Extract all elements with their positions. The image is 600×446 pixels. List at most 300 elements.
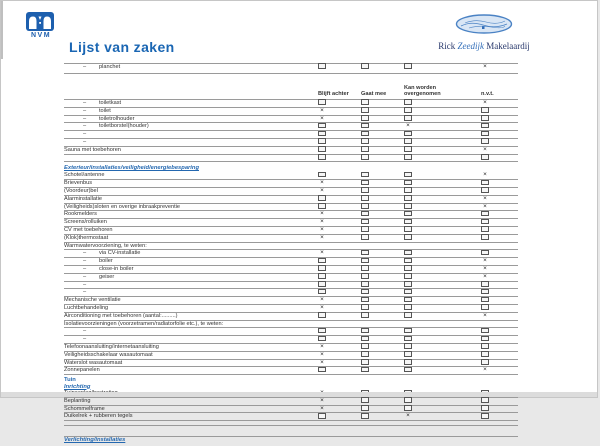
x-mark: ×	[483, 63, 487, 70]
checkbox	[477, 235, 493, 242]
checkbox-glyph	[481, 297, 489, 303]
checkbox	[477, 305, 493, 312]
checkbox	[477, 180, 493, 187]
checkbox	[357, 289, 373, 296]
row-label: Isolatievoorzieningen (voorzetramen/radiatorfolie etc.), te weten:	[64, 320, 224, 327]
checkbox	[477, 116, 493, 123]
checkbox-glyph	[361, 226, 369, 232]
checkbox	[400, 155, 416, 162]
row-label: – toiletkast	[99, 100, 122, 106]
table-row	[64, 155, 518, 163]
checkbox-glyph	[361, 107, 369, 113]
checkbox	[400, 147, 416, 154]
checkbox-glyph	[404, 312, 412, 318]
checkbox	[314, 64, 330, 71]
checkbox-glyph	[404, 289, 412, 295]
row-label: – toiletborstel(houder)	[99, 123, 149, 130]
checkbox-glyph	[404, 343, 412, 349]
table-row	[64, 406, 518, 414]
row-label: (Klok)thermostaat	[64, 234, 109, 241]
checkbox-glyph	[481, 405, 489, 411]
checkbox	[477, 139, 493, 146]
row-label: Rookmelders	[64, 211, 97, 218]
checkbox	[477, 227, 493, 234]
checkbox-glyph	[481, 289, 489, 295]
row-label: Luchtbehandeling	[64, 304, 109, 311]
brand-oval-icon	[455, 14, 513, 34]
checkbox	[400, 258, 416, 265]
table-row	[64, 274, 518, 282]
checkbox-glyph	[361, 343, 369, 349]
row-label: Mechanische ventilatie	[64, 297, 121, 304]
checkbox	[477, 352, 493, 359]
checkbox-glyph	[361, 234, 369, 240]
checkbox	[400, 305, 416, 312]
checkbox-glyph	[361, 304, 369, 310]
checkbox	[477, 360, 493, 367]
checkbox-glyph	[361, 367, 369, 373]
checkbox-glyph	[318, 99, 326, 105]
checkbox-glyph	[404, 328, 412, 334]
checkbox-glyph	[481, 304, 489, 310]
checkbox-glyph	[404, 195, 412, 201]
checkbox	[357, 282, 373, 289]
checkbox	[314, 282, 330, 289]
x-mark: ×	[320, 350, 324, 358]
checkbox-glyph	[361, 312, 369, 318]
checkbox-glyph	[318, 312, 326, 318]
nvm-logo-text: NVM	[30, 32, 52, 39]
checkbox	[357, 360, 373, 367]
checkbox	[400, 131, 416, 138]
row-label: Sauna met toebehoren	[64, 146, 121, 153]
checkbox	[400, 344, 416, 351]
checkbox	[400, 180, 416, 187]
x-mark: ×	[320, 404, 324, 412]
checkbox	[400, 235, 416, 242]
row-label: – geiser	[99, 273, 115, 280]
checkbox-glyph	[404, 63, 412, 69]
checkbox-glyph	[361, 195, 369, 201]
checkbox-glyph	[361, 397, 369, 403]
checkbox-glyph	[404, 359, 412, 365]
x-mark: ×	[483, 145, 487, 153]
table-row	[64, 305, 518, 313]
checkbox-glyph	[318, 281, 326, 287]
checkbox	[314, 336, 330, 343]
checkbox	[357, 155, 373, 162]
table-row	[64, 116, 518, 124]
checkbox-glyph	[404, 180, 412, 186]
table-row	[64, 321, 518, 329]
checkbox-glyph	[404, 405, 412, 411]
table-row	[64, 258, 518, 266]
checkbox-glyph	[318, 273, 326, 279]
checkbox	[314, 413, 330, 420]
table-row	[64, 266, 518, 274]
checkbox	[400, 367, 416, 374]
nvm-logo	[26, 12, 56, 40]
x-mark: ×	[320, 396, 324, 404]
checkbox-glyph	[361, 359, 369, 365]
checkbox	[314, 204, 330, 211]
checkbox-glyph	[404, 304, 412, 310]
checkbox	[314, 147, 330, 154]
checkbox	[357, 313, 373, 320]
checkbox	[400, 204, 416, 211]
brand-name	[416, 41, 552, 51]
checkbox	[477, 289, 493, 296]
table-row	[64, 63, 518, 74]
checkbox-glyph	[361, 351, 369, 357]
checkbox-glyph	[361, 265, 369, 271]
checkbox-glyph	[481, 359, 489, 365]
checkbox	[357, 398, 373, 405]
checkbox-glyph	[481, 107, 489, 113]
checkbox-glyph	[481, 397, 489, 403]
checkbox	[357, 64, 373, 71]
scan-edge-bottom	[1, 392, 597, 397]
x-mark: ×	[320, 358, 324, 366]
checkbox-glyph	[318, 289, 326, 295]
checkbox	[477, 123, 493, 130]
x-mark: ×	[320, 218, 324, 226]
row-label: – via CV-installatie	[99, 250, 141, 257]
checkbox	[400, 266, 416, 273]
checkbox	[357, 305, 373, 312]
section-title: Verlichting/installaties	[64, 437, 126, 444]
row-label: Schommelframe	[64, 405, 105, 412]
table-row	[64, 289, 518, 297]
table-row	[64, 204, 518, 212]
row-label: Brievenbus	[64, 180, 92, 187]
checkbox	[400, 108, 416, 115]
table-row	[64, 227, 518, 235]
checkbox-glyph	[361, 273, 369, 279]
brand-first-name: Rick	[438, 41, 456, 51]
table-row	[64, 313, 518, 321]
table-row	[64, 147, 518, 155]
checkbox-glyph	[361, 131, 369, 137]
checkbox	[357, 147, 373, 154]
checkbox	[400, 398, 416, 405]
table-row	[64, 188, 518, 196]
checkbox-glyph	[404, 250, 412, 256]
checkbox-glyph	[404, 203, 412, 209]
checkbox	[477, 413, 493, 420]
brand-last-name: Makelaardij	[486, 41, 530, 51]
checkbox-glyph	[404, 397, 412, 403]
checkbox	[477, 188, 493, 195]
row-label: – toiletrolhouder	[99, 115, 135, 122]
checkbox-glyph	[404, 265, 412, 271]
checkbox-glyph	[318, 413, 326, 419]
checkbox-glyph	[361, 203, 369, 209]
checkbox	[400, 219, 416, 226]
checkbox-glyph	[361, 250, 369, 256]
row-label: Veiligheidsschakelaar wasautomaat	[64, 351, 153, 358]
checkbox-glyph	[361, 211, 369, 217]
row-label: – planchet	[99, 64, 121, 70]
checkbox	[357, 336, 373, 343]
row-label: Schotel/antenne	[64, 172, 105, 179]
table-row	[64, 139, 518, 147]
checkbox-glyph	[481, 123, 489, 129]
table-row	[64, 172, 518, 180]
checkbox	[400, 274, 416, 281]
checkbox	[400, 64, 416, 71]
section-header	[64, 428, 518, 444]
checkbox	[477, 406, 493, 413]
checkbox	[400, 100, 416, 107]
checkbox	[314, 139, 330, 146]
row-label: (Veiligheids)sloten en overige inbraakpreventie	[64, 203, 180, 210]
checkbox	[357, 211, 373, 218]
checkbox-glyph	[481, 211, 489, 217]
checkbox-glyph	[481, 343, 489, 349]
table-row	[64, 243, 518, 251]
table-row	[64, 360, 518, 368]
row-label: (Voordeur)bel	[64, 187, 98, 194]
x-mark: ×	[483, 171, 487, 179]
checkbox-glyph	[481, 351, 489, 357]
checkbox	[357, 131, 373, 138]
checkbox	[357, 227, 373, 234]
checkbox	[400, 139, 416, 146]
checkbox-glyph	[404, 172, 412, 178]
page-title: Lijst van zaken	[69, 39, 175, 55]
checkbox	[400, 297, 416, 304]
checkbox	[477, 108, 493, 115]
x-mark: ×	[320, 342, 324, 350]
checkbox-glyph	[481, 219, 489, 225]
checkbox-glyph	[361, 99, 369, 105]
checkbox-glyph	[361, 146, 369, 152]
checkbox-glyph	[404, 367, 412, 373]
section-header: Exterieur/installaties/veiligheid/energiebesparing	[64, 165, 199, 172]
column-header: Blijft achter	[318, 91, 349, 98]
checkbox-glyph	[481, 187, 489, 193]
checkbox-glyph	[361, 405, 369, 411]
section-subtitle: Inrichting	[64, 383, 91, 390]
x-mark: ×	[320, 296, 324, 304]
checkbox-glyph	[361, 138, 369, 144]
brand-middle-name: Zeedijk	[457, 41, 484, 51]
x-mark: ×	[320, 179, 324, 187]
x-mark: ×	[483, 272, 487, 280]
checkbox-glyph	[318, 195, 326, 201]
column-header: n.v.t.	[481, 91, 494, 98]
checkbox-glyph	[361, 180, 369, 186]
checkbox	[400, 282, 416, 289]
checkbox	[357, 328, 373, 335]
checkbox	[314, 258, 330, 265]
checkbox	[314, 155, 330, 162]
checkbox	[400, 196, 416, 203]
x-mark: ×	[483, 257, 487, 265]
checkbox	[477, 131, 493, 138]
checkbox	[477, 282, 493, 289]
x-mark: ×	[320, 225, 324, 233]
checkbox-glyph	[361, 154, 369, 160]
checkbox-glyph	[361, 297, 369, 303]
checkbox	[477, 219, 493, 226]
section-header	[64, 377, 518, 390]
checkbox-glyph	[404, 234, 412, 240]
checkbox	[314, 266, 330, 273]
row-label: – close-in boiler	[99, 265, 134, 272]
checkbox-glyph	[361, 219, 369, 225]
checkbox-glyph	[404, 351, 412, 357]
checkbox-glyph	[404, 107, 412, 113]
checkbox-glyph	[361, 289, 369, 295]
row-label: – boiler	[99, 258, 113, 265]
checkbox	[357, 406, 373, 413]
table-row	[64, 196, 518, 204]
checkbox-glyph	[404, 258, 412, 264]
checkbox-glyph	[404, 131, 412, 137]
table-row	[64, 100, 518, 108]
checkbox-glyph	[361, 336, 369, 342]
table-row	[64, 367, 518, 375]
x-mark: ×	[406, 412, 410, 420]
checkbox	[400, 211, 416, 218]
checkbox	[400, 336, 416, 343]
checkbox	[400, 313, 416, 320]
x-mark: ×	[320, 186, 324, 194]
checkbox-glyph	[481, 115, 489, 121]
checkbox	[357, 139, 373, 146]
checkbox-glyph	[404, 99, 412, 105]
checkbox-glyph	[481, 413, 489, 419]
checkbox-glyph	[318, 63, 326, 69]
checkbox	[357, 344, 373, 351]
table-row	[64, 297, 518, 305]
checkbox	[357, 258, 373, 265]
checkbox-glyph	[318, 336, 326, 342]
table-row	[64, 413, 518, 421]
table-row	[64, 328, 518, 336]
checkbox	[357, 266, 373, 273]
checkbox	[357, 274, 373, 281]
row-label: Zonnepanelen	[64, 367, 100, 374]
checkbox-glyph	[318, 265, 326, 271]
checkbox	[357, 196, 373, 203]
checkbox-glyph	[318, 367, 326, 373]
checkbox	[314, 100, 330, 107]
checkbox	[357, 235, 373, 242]
checkbox-glyph	[361, 63, 369, 69]
checkbox	[357, 204, 373, 211]
x-mark: ×	[320, 106, 324, 114]
checkbox-glyph	[481, 131, 489, 137]
checkbox	[477, 297, 493, 304]
checkbox	[400, 172, 416, 179]
checkbox-glyph	[361, 123, 369, 129]
table-row	[64, 282, 518, 290]
checkbox-glyph	[404, 336, 412, 342]
checkbox	[314, 196, 330, 203]
checkbox	[314, 328, 330, 335]
checkbox	[400, 406, 416, 413]
checkbox	[477, 336, 493, 343]
checkbox-glyph	[404, 226, 412, 232]
checkbox	[400, 360, 416, 367]
scan-edge-artifact	[1, 1, 3, 59]
table-row	[64, 336, 518, 344]
column-header: Kan worden overgenomen	[404, 85, 441, 98]
table-row	[64, 352, 518, 360]
table-row	[64, 123, 518, 131]
checkbox	[357, 367, 373, 374]
checkbox	[400, 352, 416, 359]
checkbox	[357, 250, 373, 257]
checkbox-glyph	[318, 328, 326, 334]
row-label: Duikelrek + rubberen tegels	[64, 413, 133, 420]
x-mark: ×	[320, 303, 324, 311]
brand-logo	[416, 14, 552, 51]
checkbox	[400, 116, 416, 123]
row-label: Warmwatervoorziening, te weten:	[64, 242, 147, 249]
checkbox	[477, 250, 493, 257]
checkbox	[314, 123, 330, 130]
row-label: Airconditioning met toebehoren (aantal:.........)	[64, 312, 178, 319]
checkbox	[357, 116, 373, 123]
x-mark: ×	[483, 264, 487, 272]
x-mark: ×	[483, 99, 487, 106]
checkbox-glyph	[404, 211, 412, 217]
row-label: Telefoonaansluiting/internetaansluiting	[64, 343, 159, 350]
checkbox	[357, 108, 373, 115]
checkbox-glyph	[318, 131, 326, 137]
x-mark: ×	[483, 194, 487, 202]
column-header-row	[64, 74, 518, 100]
checkbox-glyph	[318, 172, 326, 178]
row-label: Beplanting	[64, 397, 91, 404]
checkbox	[314, 274, 330, 281]
table-row	[64, 344, 518, 352]
checkbox	[314, 172, 330, 179]
checkbox-glyph	[404, 138, 412, 144]
checkbox-glyph	[481, 154, 489, 160]
checkbox-glyph	[404, 187, 412, 193]
checkbox	[357, 352, 373, 359]
row-label: Alarminstallatie	[64, 195, 102, 202]
checkbox-glyph	[404, 273, 412, 279]
table-row	[64, 235, 518, 243]
checkbox-glyph	[481, 138, 489, 144]
checkbox	[477, 211, 493, 218]
checkbox	[357, 219, 373, 226]
checkbox-glyph	[481, 234, 489, 240]
checkbox-glyph	[361, 187, 369, 193]
table-row	[64, 211, 518, 219]
checkbox-glyph	[361, 413, 369, 419]
x-mark: ×	[406, 122, 410, 130]
checkbox	[400, 188, 416, 195]
checkbox-glyph	[481, 281, 489, 287]
checkbox-glyph	[404, 281, 412, 287]
checkbox	[314, 313, 330, 320]
items-table	[64, 63, 518, 444]
checkbox	[477, 344, 493, 351]
checkbox-glyph	[318, 123, 326, 129]
checkbox-glyph	[404, 219, 412, 225]
checkbox	[477, 398, 493, 405]
table-row	[64, 180, 518, 188]
checkbox	[357, 188, 373, 195]
nvm-logo-icon	[26, 12, 54, 31]
